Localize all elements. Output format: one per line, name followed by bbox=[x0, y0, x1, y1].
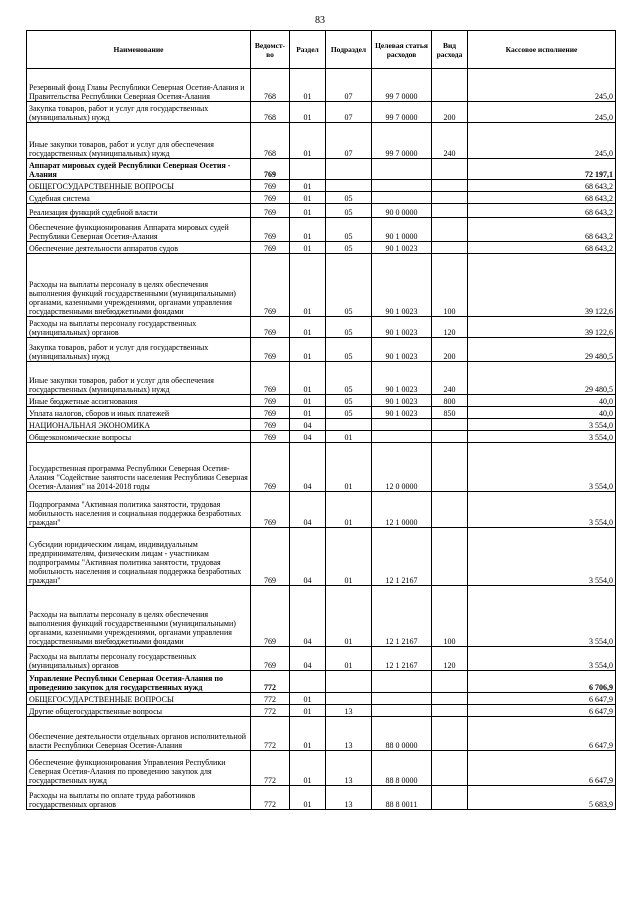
row-cst: 99 7 0000 bbox=[372, 123, 432, 159]
row-name: Другие общегосударственные вопросы bbox=[27, 705, 251, 717]
row-cst: 90 1 0023 bbox=[372, 242, 432, 254]
row-sum: 3 554,0 bbox=[468, 419, 616, 431]
row-razdel: 01 bbox=[290, 362, 326, 395]
row-cst bbox=[372, 180, 432, 192]
row-name: Расходы на выплаты персоналу в целях обеспечения выполнения функций государственными (муниципальными) органами, казенными учреждениями, органами управления государственными внебюджетными фондами bbox=[27, 254, 251, 317]
row-vr bbox=[432, 751, 468, 786]
row-podrazdel: 05 bbox=[326, 192, 372, 204]
row-podrazdel: 13 bbox=[326, 751, 372, 786]
row-sum: 5 683,9 bbox=[468, 786, 616, 810]
row-vr: 120 bbox=[432, 317, 468, 338]
row-podrazdel: 05 bbox=[326, 407, 372, 419]
row-vr bbox=[432, 693, 468, 705]
table-row bbox=[27, 254, 616, 317]
row-ved: 769 bbox=[251, 204, 290, 218]
row-name: Резервный фонд Главы Республики Северная Осетия-Алания и Правительства Республики Северная Осетия-Алания bbox=[27, 69, 251, 102]
row-name: Управление Республики Северная Осетия-Алания по проведению закупок для государственных нужд bbox=[27, 671, 251, 693]
table-row bbox=[27, 242, 616, 254]
row-ved: 768 bbox=[251, 102, 290, 123]
row-name: Уплата налогов, сборов и иных платежей bbox=[27, 407, 251, 419]
row-cst bbox=[372, 159, 432, 180]
row-sum: 6 647,9 bbox=[468, 705, 616, 717]
row-name: ОБЩЕГОСУДАРСТВЕННЫЕ ВОПРОСЫ bbox=[27, 693, 251, 705]
row-cst bbox=[372, 693, 432, 705]
table-row bbox=[27, 528, 616, 586]
row-vr bbox=[432, 180, 468, 192]
row-sum: 3 554,0 bbox=[468, 431, 616, 443]
row-vr: 240 bbox=[432, 362, 468, 395]
table-row bbox=[27, 362, 616, 395]
row-razdel: 01 bbox=[290, 102, 326, 123]
row-vr bbox=[432, 218, 468, 242]
row-vr: 200 bbox=[432, 338, 468, 362]
row-ved: 769 bbox=[251, 431, 290, 443]
row-podrazdel: 07 bbox=[326, 69, 372, 102]
row-ved: 769 bbox=[251, 443, 290, 492]
row-name: Общеэкономические вопросы bbox=[27, 431, 251, 443]
row-sum: 72 197,1 bbox=[468, 159, 616, 180]
row-name: Обеспечение функционирования Управления Республики Северная Осетия-Алания по проведению закупок для государственных нужд bbox=[27, 751, 251, 786]
header-cst: Целевая статья расходов bbox=[372, 31, 432, 69]
row-cst: 90 1 0023 bbox=[372, 395, 432, 407]
row-name: Реализация функций судебной власти bbox=[27, 204, 251, 218]
row-ved: 769 bbox=[251, 254, 290, 317]
row-cst: 12 1 2167 bbox=[372, 586, 432, 647]
row-ved: 769 bbox=[251, 395, 290, 407]
row-name: Судебная система bbox=[27, 192, 251, 204]
table-row bbox=[27, 407, 616, 419]
row-vr bbox=[432, 443, 468, 492]
table-row bbox=[27, 647, 616, 671]
row-razdel: 04 bbox=[290, 443, 326, 492]
row-cst: 90 1 0000 bbox=[372, 218, 432, 242]
row-ved: 769 bbox=[251, 338, 290, 362]
row-sum: 68 643,2 bbox=[468, 192, 616, 204]
row-cst: 88 8 0000 bbox=[372, 751, 432, 786]
row-ved: 768 bbox=[251, 123, 290, 159]
row-ved: 769 bbox=[251, 528, 290, 586]
table-row bbox=[27, 218, 616, 242]
row-ved: 772 bbox=[251, 751, 290, 786]
row-name: Иные бюджетные ассигнования bbox=[27, 395, 251, 407]
table-row bbox=[27, 671, 616, 693]
row-name: НАЦИОНАЛЬНАЯ ЭКОНОМИКА bbox=[27, 419, 251, 431]
row-ved: 769 bbox=[251, 586, 290, 647]
header-ispolnenie: Кассовое исполнение bbox=[468, 31, 616, 69]
row-name: Обеспечение функционирования Аппарата мировых судей Республики Северная Осетия-Алания bbox=[27, 218, 251, 242]
row-razdel: 01 bbox=[290, 218, 326, 242]
row-vr bbox=[432, 671, 468, 693]
row-cst: 12 1 2167 bbox=[372, 528, 432, 586]
row-razdel: 01 bbox=[290, 242, 326, 254]
header-razdel: Раздел bbox=[290, 31, 326, 69]
row-podrazdel: 13 bbox=[326, 717, 372, 751]
row-sum: 68 643,2 bbox=[468, 204, 616, 218]
row-vr bbox=[432, 786, 468, 810]
row-vr bbox=[432, 528, 468, 586]
row-name: Субсидии юридическим лицам, индивидуальным предпринимателям, физическим лицам - участникам подпрограммы "Активная политика занятости, трудовая мобильность населения и социальная поддержка безработных граждан" bbox=[27, 528, 251, 586]
row-razdel: 01 bbox=[290, 317, 326, 338]
row-podrazdel: 07 bbox=[326, 102, 372, 123]
row-vr bbox=[432, 419, 468, 431]
table-row bbox=[27, 419, 616, 431]
row-name: ОБЩЕГОСУДАРСТВЕННЫЕ ВОПРОСЫ bbox=[27, 180, 251, 192]
row-ved: 769 bbox=[251, 419, 290, 431]
table-row bbox=[27, 586, 616, 647]
table-row bbox=[27, 192, 616, 204]
row-podrazdel: 07 bbox=[326, 123, 372, 159]
row-razdel: 04 bbox=[290, 586, 326, 647]
table-row bbox=[27, 492, 616, 528]
row-razdel: 01 bbox=[290, 395, 326, 407]
row-sum: 6 647,9 bbox=[468, 717, 616, 751]
row-podrazdel bbox=[326, 159, 372, 180]
row-cst: 88 0 0000 bbox=[372, 717, 432, 751]
table-row bbox=[27, 717, 616, 751]
row-vr bbox=[432, 159, 468, 180]
row-podrazdel bbox=[326, 693, 372, 705]
row-vr: 850 bbox=[432, 407, 468, 419]
row-sum: 29 480,5 bbox=[468, 338, 616, 362]
row-ved: 769 bbox=[251, 362, 290, 395]
row-cst: 99 7 0000 bbox=[372, 102, 432, 123]
row-ved: 772 bbox=[251, 786, 290, 810]
row-sum: 3 554,0 bbox=[468, 647, 616, 671]
row-name: Расходы на выплаты по оплате труда работников государственных органов bbox=[27, 786, 251, 810]
row-ved: 769 bbox=[251, 407, 290, 419]
row-sum: 68 643,2 bbox=[468, 242, 616, 254]
row-ved: 772 bbox=[251, 717, 290, 751]
row-sum: 3 554,0 bbox=[468, 586, 616, 647]
row-podrazdel: 05 bbox=[326, 218, 372, 242]
table-row bbox=[27, 317, 616, 338]
row-sum: 39 122,6 bbox=[468, 317, 616, 338]
row-ved: 769 bbox=[251, 218, 290, 242]
row-name: Подпрограмма "Активная политика занятости, трудовая мобильность населения и социальная поддержка безработных граждан" bbox=[27, 492, 251, 528]
row-podrazdel: 05 bbox=[326, 204, 372, 218]
row-sum: 29 480,5 bbox=[468, 362, 616, 395]
row-razdel bbox=[290, 671, 326, 693]
row-name: Иные закупки товаров, работ и услуг для обеспечения государственных (муниципальных) нужд bbox=[27, 123, 251, 159]
row-vr bbox=[432, 717, 468, 751]
row-cst bbox=[372, 705, 432, 717]
header-vr: Вид расхода bbox=[432, 31, 468, 69]
table-row bbox=[27, 693, 616, 705]
row-ved: 769 bbox=[251, 192, 290, 204]
row-ved: 769 bbox=[251, 317, 290, 338]
header-ved: Ведомст-во bbox=[251, 31, 290, 69]
row-razdel: 01 bbox=[290, 254, 326, 317]
row-name: Иные закупки товаров, работ и услуг для обеспечения государственных (муниципальных) нужд bbox=[27, 362, 251, 395]
row-razdel: 01 bbox=[290, 407, 326, 419]
row-cst: 12 0 0000 bbox=[372, 443, 432, 492]
table-row bbox=[27, 705, 616, 717]
header-podrazdel: Подраздел bbox=[326, 31, 372, 69]
row-podrazdel: 01 bbox=[326, 443, 372, 492]
row-podrazdel: 05 bbox=[326, 317, 372, 338]
row-sum: 245,0 bbox=[468, 69, 616, 102]
row-vr bbox=[432, 242, 468, 254]
row-sum: 245,0 bbox=[468, 102, 616, 123]
row-podrazdel: 01 bbox=[326, 431, 372, 443]
row-razdel: 04 bbox=[290, 419, 326, 431]
row-name: Расходы на выплаты персоналу в целях обеспечения выполнения функций государственными (муниципальными) органами, казенными учреждениями, органами управления государственными внебюджетными фондами bbox=[27, 586, 251, 647]
row-razdel: 01 bbox=[290, 69, 326, 102]
row-vr: 100 bbox=[432, 586, 468, 647]
row-ved: 772 bbox=[251, 705, 290, 717]
row-vr bbox=[432, 492, 468, 528]
row-razdel: 01 bbox=[290, 693, 326, 705]
row-ved: 769 bbox=[251, 180, 290, 192]
row-podrazdel bbox=[326, 671, 372, 693]
budget-execution-table bbox=[26, 30, 616, 810]
row-sum: 6 706,9 bbox=[468, 671, 616, 693]
table-row bbox=[27, 443, 616, 492]
row-razdel: 04 bbox=[290, 492, 326, 528]
row-razdel: 01 bbox=[290, 123, 326, 159]
row-razdel: 01 bbox=[290, 751, 326, 786]
row-sum: 3 554,0 bbox=[468, 492, 616, 528]
table-row bbox=[27, 751, 616, 786]
row-sum: 40,0 bbox=[468, 407, 616, 419]
row-name: Расходы на выплаты персоналу государственных (муниципальных) органов bbox=[27, 317, 251, 338]
row-name: Обеспечение деятельности отдельных органов исполнительной власти Республики Северная Осетия-Алания bbox=[27, 717, 251, 751]
row-ved: 772 bbox=[251, 671, 290, 693]
row-name: Обеспечение деятельности аппаратов судов bbox=[27, 242, 251, 254]
row-podrazdel bbox=[326, 180, 372, 192]
row-vr: 800 bbox=[432, 395, 468, 407]
row-sum: 40,0 bbox=[468, 395, 616, 407]
row-razdel: 01 bbox=[290, 705, 326, 717]
row-name: Государственная программа Республики Северная Осетия-Алания "Содействие занятости населения Республики Северная Осетия-Алания" на 2014-2018 годы bbox=[27, 443, 251, 492]
row-cst bbox=[372, 431, 432, 443]
row-ved: 769 bbox=[251, 492, 290, 528]
row-sum: 3 554,0 bbox=[468, 443, 616, 492]
row-podrazdel: 05 bbox=[326, 395, 372, 407]
row-cst: 90 1 0023 bbox=[372, 254, 432, 317]
row-vr bbox=[432, 192, 468, 204]
row-sum: 6 647,9 bbox=[468, 751, 616, 786]
row-sum: 68 643,2 bbox=[468, 218, 616, 242]
row-sum: 68 643,2 bbox=[468, 180, 616, 192]
row-vr bbox=[432, 69, 468, 102]
row-sum: 6 647,9 bbox=[468, 693, 616, 705]
row-cst: 90 1 0023 bbox=[372, 317, 432, 338]
row-podrazdel: 05 bbox=[326, 338, 372, 362]
row-vr bbox=[432, 204, 468, 218]
row-sum: 245,0 bbox=[468, 123, 616, 159]
table-row bbox=[27, 159, 616, 180]
table-row bbox=[27, 123, 616, 159]
row-cst: 90 1 0023 bbox=[372, 362, 432, 395]
row-cst bbox=[372, 419, 432, 431]
row-ved: 769 bbox=[251, 647, 290, 671]
row-podrazdel: 13 bbox=[326, 705, 372, 717]
row-cst: 90 1 0023 bbox=[372, 338, 432, 362]
row-cst: 12 1 2167 bbox=[372, 647, 432, 671]
header-name: Наименование bbox=[27, 31, 251, 69]
row-cst: 90 0 0000 bbox=[372, 204, 432, 218]
row-razdel: 04 bbox=[290, 647, 326, 671]
row-vr: 100 bbox=[432, 254, 468, 317]
row-vr: 120 bbox=[432, 647, 468, 671]
row-ved: 768 bbox=[251, 69, 290, 102]
row-name: Закупка товаров, работ и услуг для государственных (муниципальных) нужд bbox=[27, 102, 251, 123]
row-podrazdel: 01 bbox=[326, 528, 372, 586]
row-podrazdel: 05 bbox=[326, 242, 372, 254]
row-cst bbox=[372, 671, 432, 693]
row-sum: 3 554,0 bbox=[468, 528, 616, 586]
row-cst bbox=[372, 192, 432, 204]
row-ved: 769 bbox=[251, 159, 290, 180]
row-name: Закупка товаров, работ и услуг для государственных (муниципальных) нужд bbox=[27, 338, 251, 362]
row-razdel: 01 bbox=[290, 192, 326, 204]
row-podrazdel: 13 bbox=[326, 786, 372, 810]
table-header-row bbox=[27, 31, 616, 69]
row-razdel bbox=[290, 159, 326, 180]
row-vr: 200 bbox=[432, 102, 468, 123]
table-row bbox=[27, 204, 616, 218]
row-razdel: 01 bbox=[290, 717, 326, 751]
row-name: Расходы на выплаты персоналу государственных (муниципальных) органов bbox=[27, 647, 251, 671]
row-ved: 772 bbox=[251, 693, 290, 705]
row-razdel: 01 bbox=[290, 786, 326, 810]
row-razdel: 04 bbox=[290, 431, 326, 443]
page-number: 83 bbox=[315, 15, 325, 26]
row-podrazdel: 01 bbox=[326, 647, 372, 671]
row-name: Аппарат мировых судей Республики Северная Осетия - Алания bbox=[27, 159, 251, 180]
row-podrazdel: 01 bbox=[326, 492, 372, 528]
row-cst: 88 8 0011 bbox=[372, 786, 432, 810]
row-vr bbox=[432, 705, 468, 717]
row-razdel: 01 bbox=[290, 180, 326, 192]
row-razdel: 01 bbox=[290, 338, 326, 362]
row-razdel: 01 bbox=[290, 204, 326, 218]
table-row bbox=[27, 102, 616, 123]
row-cst: 90 1 0023 bbox=[372, 407, 432, 419]
row-podrazdel: 01 bbox=[326, 586, 372, 647]
row-podrazdel: 05 bbox=[326, 362, 372, 395]
table-row bbox=[27, 431, 616, 443]
table-row bbox=[27, 69, 616, 102]
row-cst: 99 7 0000 bbox=[372, 69, 432, 102]
row-cst: 12 1 0000 bbox=[372, 492, 432, 528]
row-sum: 39 122,6 bbox=[468, 254, 616, 317]
row-podrazdel bbox=[326, 419, 372, 431]
row-ved: 769 bbox=[251, 242, 290, 254]
row-vr bbox=[432, 431, 468, 443]
table-row bbox=[27, 338, 616, 362]
table-row bbox=[27, 786, 616, 810]
table-row bbox=[27, 395, 616, 407]
row-razdel: 04 bbox=[290, 528, 326, 586]
table-row bbox=[27, 180, 616, 192]
row-vr: 240 bbox=[432, 123, 468, 159]
row-podrazdel: 05 bbox=[326, 254, 372, 317]
